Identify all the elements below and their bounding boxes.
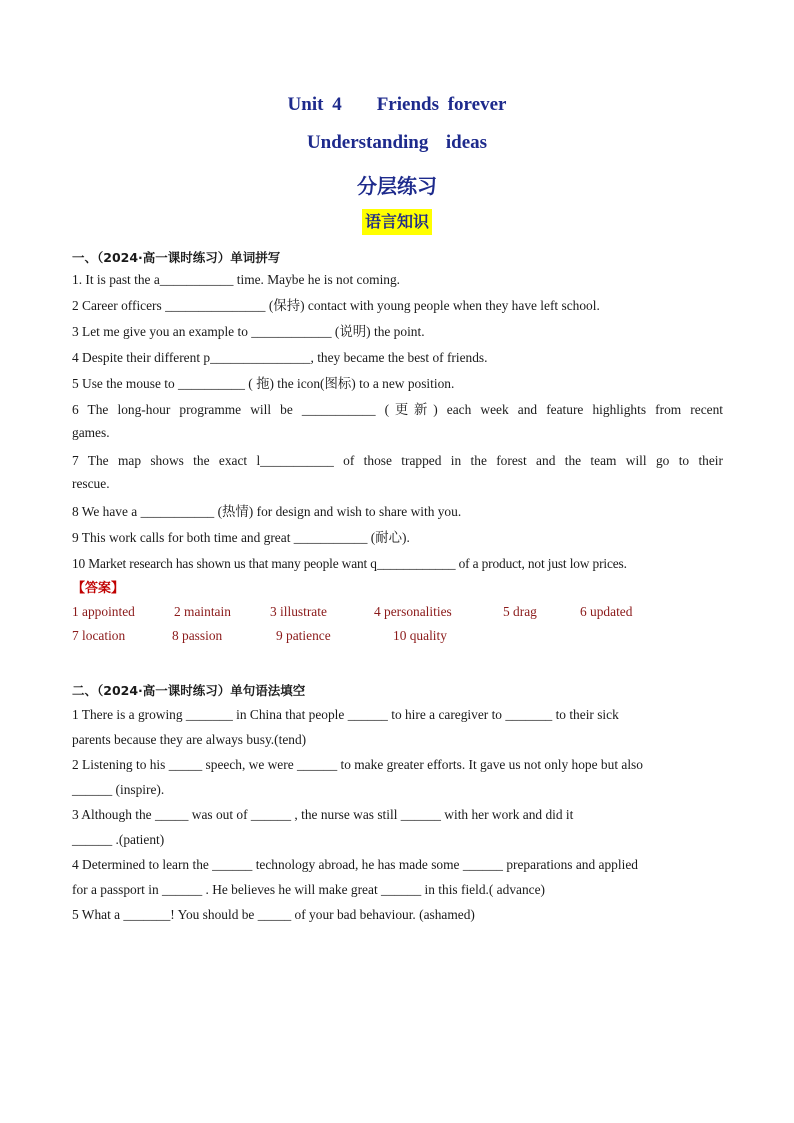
answer-item: 7 location [72,628,126,643]
grammar-item-line: 5 What a _______! You should be _____ of your bad behaviour. (ashamed) [72,907,475,922]
answer-item: 5 drag [503,604,537,619]
grammar-item-line: ______ .(patient) [72,832,165,847]
answer-item: 3 illustrate [270,604,327,619]
exercise-item: 4 Despite their different p_______________, they became the best of friends. [72,350,488,365]
exercise-item: 7 The map shows the exact l___________ of those trapped in the forest and the team will go to their [72,453,723,468]
answer-item: 9 patience [276,628,331,643]
section2-heading: 二、（2024·高一课时练习）单句语法填空 [72,683,306,698]
grammar-item [72,806,723,856]
exercise-item: 9 This work calls for both time and great ___________ (耐心). [72,530,410,545]
grammar-item-line: parents because they are always busy.(tend) [72,732,307,747]
exercise-item: 5 Use the mouse to __________ ( 拖) the icon(图标) to a new position. [72,376,455,391]
grammar-item-line: ______ (inspire). [72,782,165,797]
grammar-item-line: 2 Listening to his _____ speech, we were ______ to make greater efforts. It gave us not only hope but also [72,757,643,772]
grammar-item-line: 3 Although the _____ was out of ______ , the nurse was still ______ with her work and did it [72,807,574,822]
exercise-item: 2 Career officers _______________ (保持) contact with young people when they have left school. [72,298,600,313]
exercise-item: 10 Market research has shown us that many people want q____________ of a product, not just low prices. [72,556,627,571]
exercise-content [72,248,723,931]
answer-item: 2 maintain [174,604,231,619]
exercise-item: 6 The long-hour programme will be ___________ (更新) each week and feature highlights from recent [72,402,723,417]
grammar-item-line: for a passport in ______ . He believes he will make great ______ in this field.( advance) [72,882,546,897]
answer-row [72,624,723,648]
grammar-item [72,756,723,806]
grammar-item-line: 4 Determined to learn the ______ technology abroad, he has made some ______ preparations and applied [72,857,638,872]
exercise-item: 1. It is past the a___________ time. Maybe he is not coming. [72,272,401,287]
answer-item: 8 passion [172,628,223,643]
answer-label: 【答案】 [72,581,125,596]
section-badge: 语言知识 [362,209,432,235]
grammar-item-line: 1 There is a growing _______ in China that people ______ to hire a caregiver to _______ to their sick [72,707,619,722]
answer-item: 6 updated [580,604,633,619]
exercise-item-continued: rescue. [72,476,110,491]
answer-item: 4 personalities [374,604,452,619]
grammar-item [72,706,723,756]
section1-heading: 一、（2024·高一课时练习）单词拼写 [72,250,281,265]
answer-item: 10 quality [393,628,447,643]
answer-item: 1 appointed [72,604,135,619]
grammar-item [72,856,723,906]
exercise-item-continued: games. [72,425,110,440]
grammar-item [72,906,723,931]
page-subtitle: 分层练习 [357,174,437,198]
exercise-item: 3 Let me give you an example to ____________ (说明) the point. [72,324,425,339]
answer-row [72,600,723,624]
lesson-title: Understanding ideas [306,132,488,153]
unit-title: Unit 4 Friends forever [287,94,507,115]
exercise-item: 8 We have a ___________ (热情) for design and wish to share with you. [72,504,462,519]
